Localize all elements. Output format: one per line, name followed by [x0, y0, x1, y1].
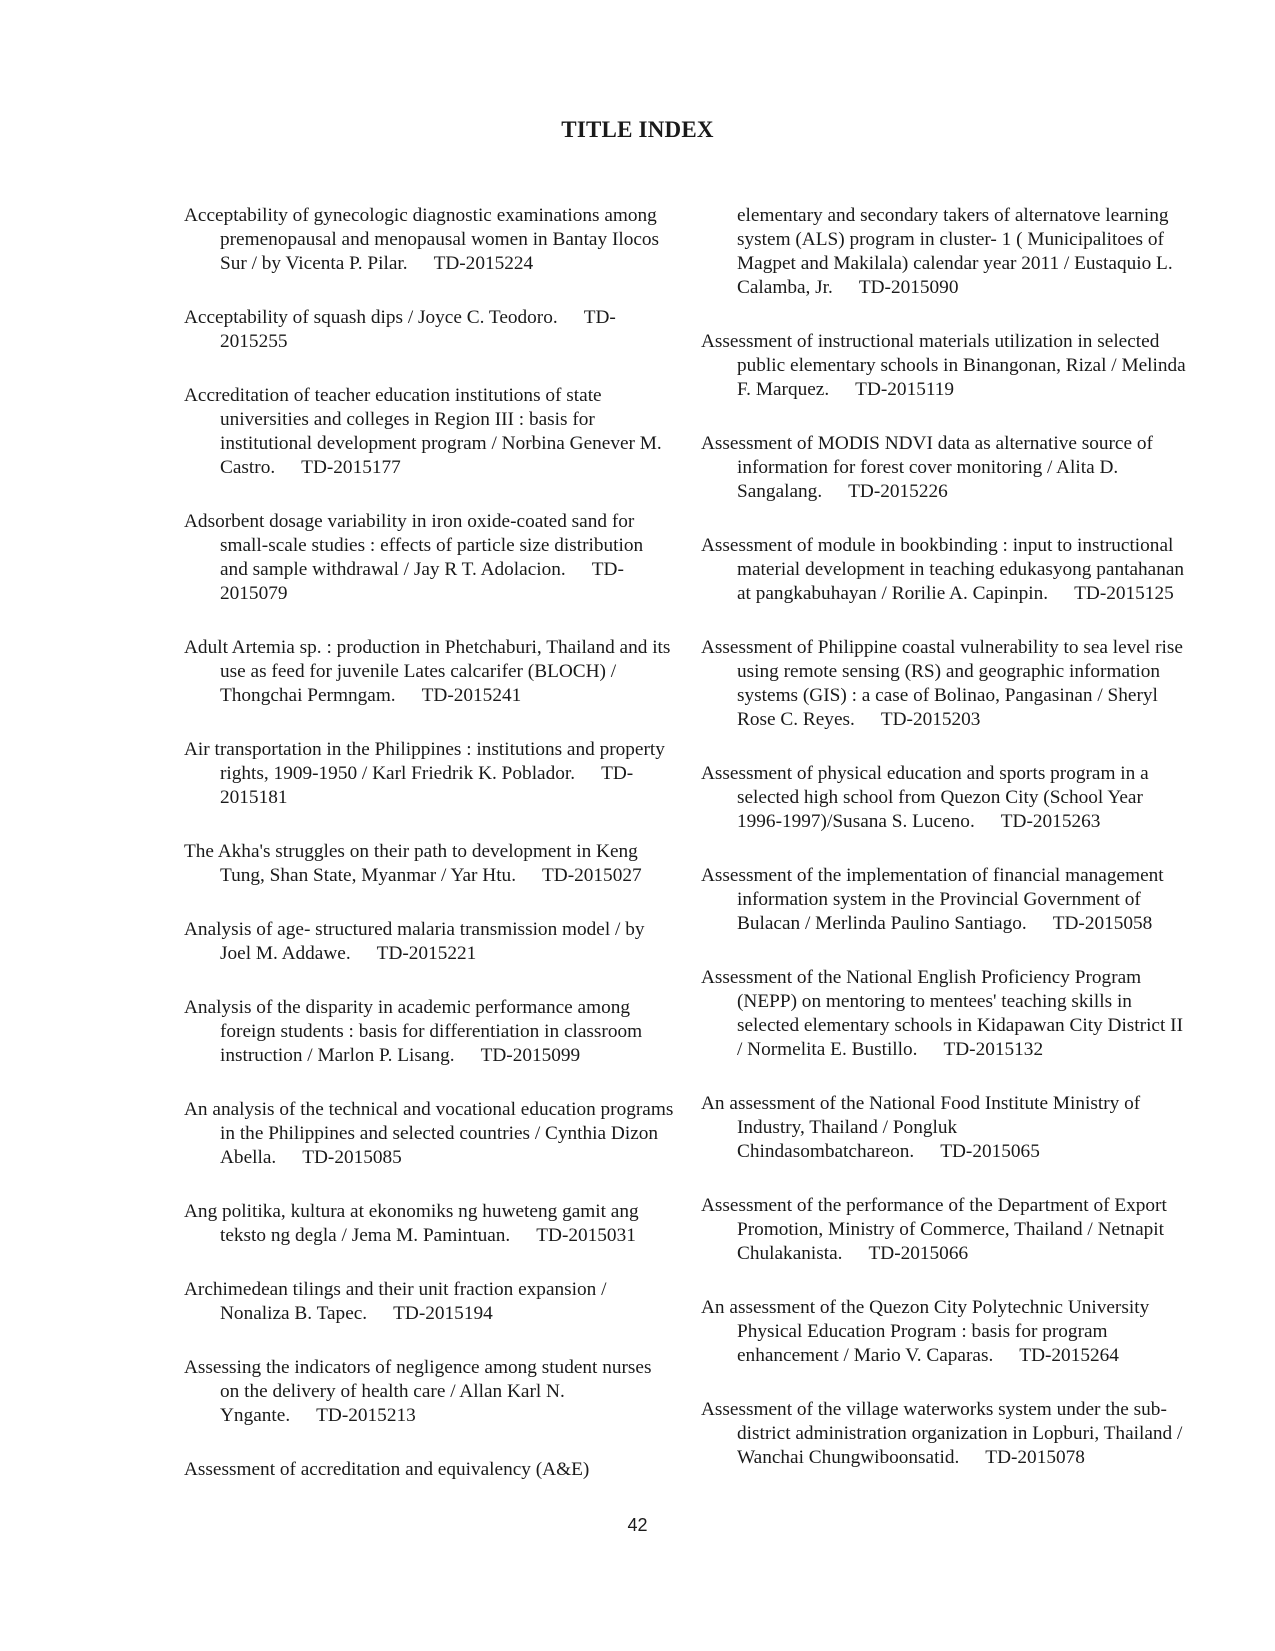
entry-number: TD-2015203 — [880, 709, 981, 730]
left-column — [184, 204, 674, 1512]
index-entry-continued — [701, 204, 1191, 300]
entry-number: TD-2015132 — [943, 1039, 1044, 1060]
entry-number: TD-2015226 — [848, 481, 948, 502]
entry-number: TD-2015177 — [301, 457, 401, 478]
entry-number: TD-2015027 — [542, 865, 642, 886]
entry-number: TD-2015065 — [940, 1141, 1040, 1162]
index-entry — [184, 384, 674, 480]
index-entry — [184, 306, 674, 354]
entry-number: TD-2015221 — [376, 943, 477, 964]
entry-title: An assessment of the Quezon City Polytechnic University Physical Education Program : basis for program enhancement / Mario V. Caparas. — [701, 1297, 1150, 1366]
index-entry — [701, 636, 1191, 732]
entry-title: Assessment of MODIS NDVI data as alternative source of information for forest cover monitoring / Alita D. Sangalang. — [701, 433, 1153, 502]
page-title: TITLE INDEX — [561, 117, 714, 142]
entry-number: TD-2015264 — [1019, 1345, 1119, 1366]
index-entry — [184, 636, 674, 708]
entry-title: Assessment of accreditation and equivalency (A&E) — [184, 1459, 590, 1480]
entry-number: TD-2015119 — [855, 379, 955, 400]
index-entry — [701, 1092, 1191, 1164]
index-entry — [184, 918, 674, 966]
index-entry — [184, 1458, 674, 1482]
entry-title: Assessment of the performance of the Department of Export Promotion, Ministry of Commerce, Thailand / Netnapit Chulakanista. — [701, 1195, 1167, 1264]
entry-title: Accreditation of teacher education institutions of state universities and colleges in Region III : basis for institutional development program / Norbina Genever M. Castro. — [184, 385, 662, 478]
entry-number: TD-2015213 — [316, 1405, 416, 1426]
index-entry — [184, 738, 674, 810]
entry-number: TD-2015194 — [393, 1303, 493, 1324]
entry-number: TD-2015099 — [480, 1045, 581, 1066]
page-number: 42 — [627, 1515, 648, 1535]
entry-number: TD-2015181 — [220, 763, 634, 808]
entry-number: TD-2015125 — [1074, 583, 1174, 604]
index-entry — [701, 534, 1191, 606]
entry-title: Assessment of the National English Proficiency Program (NEPP) on mentoring to mentees' teaching skills in selected elementary schools in Kidapawan City District II / Normelita E. Bustillo. — [701, 967, 1184, 1060]
entry-title: The Akha's struggles on their path to development in Keng Tung, Shan State, Myanmar / Yar Htu. — [184, 841, 638, 886]
entry-title: Assessment of module in bookbinding : input to instructional material development in teaching edukasyong pantahanan at pangkabuhayan / Rorilie A. Capinpin. — [701, 535, 1185, 604]
index-entry — [701, 330, 1191, 402]
index-entry — [184, 1278, 674, 1326]
entry-title: Archimedean tilings and their unit fraction expansion / Nonaliza B. Tapec. — [184, 1279, 607, 1324]
entry-number — [589, 1459, 615, 1480]
right-column — [701, 204, 1191, 1500]
entry-title: Acceptability of gynecologic diagnostic examinations among premenopausal and menopausal women in Bantay Ilocos Sur / by Vicenta P. Pilar. — [184, 205, 660, 274]
entry-title: Assessment of Philippine coastal vulnerability to sea level rise using remote sensing (RS) and geographic information systems (GIS) : a case of Bolinao, Pangasinan / Sheryl Rose C. Reyes. — [701, 637, 1183, 730]
entry-number: TD-2015031 — [536, 1225, 636, 1246]
index-entry — [184, 996, 674, 1068]
entry-number: TD-2015079 — [220, 559, 624, 604]
entry-title: An assessment of the National Food Institute Ministry of Industry, Thailand / Pongluk Chindasombatchareon. — [701, 1093, 1141, 1162]
index-entry — [184, 840, 674, 888]
index-entry — [184, 204, 674, 276]
entry-title: Analysis of age- structured malaria transmission model / by Joel M. Addawe. — [184, 919, 645, 964]
index-entry — [701, 864, 1191, 936]
entry-title: Assessment of the village waterworks system under the sub-district administration organization in Lopburi, Thailand / Wanchai Chungwiboonsatid. — [701, 1399, 1183, 1468]
entry-title: Ang politika, kultura at ekonomiks ng huweteng gamit ang teksto ng degla / Jema M. Pamintuan. — [184, 1201, 639, 1246]
entry-number: TD-2015058 — [1052, 913, 1153, 934]
index-entry — [701, 1398, 1191, 1470]
entry-title: Air transportation in the Philippines : institutions and property rights, 1909-1950 / Karl Friedrik K. Poblador. — [184, 739, 665, 784]
entry-number: TD-2015078 — [985, 1447, 1085, 1468]
index-entry — [701, 966, 1191, 1062]
entry-title: Assessment of instructional materials utilization in selected public elementary schools in Binangonan, Rizal / Melinda F. Marquez. — [701, 331, 1186, 400]
entry-title: Adult Artemia sp. : production in Phetchaburi, Thailand and its use as feed for juvenile Lates calcarifer (BLOCH) / Thongchai Permngam. — [184, 637, 671, 706]
index-entry — [701, 762, 1191, 834]
entry-title: Assessment of the implementation of financial management information system in the Provincial Government of Bulacan / Merlinda Paulino Santiago. — [701, 865, 1164, 934]
entry-number: TD-2015255 — [220, 307, 616, 352]
index-entry — [701, 1194, 1191, 1266]
index-entry — [701, 432, 1191, 504]
entry-number: TD-2015241 — [421, 685, 522, 706]
index-entry — [701, 1296, 1191, 1368]
entry-title: Adsorbent dosage variability in iron oxide-coated sand for small-scale studies : effects of particle size distribution and sample withdrawal / Jay R T. Adolacion. — [184, 511, 644, 580]
entry-number: TD-2015085 — [302, 1147, 402, 1168]
entry-title: elementary and secondary takers of alternatove learning system (ALS) program in cluster- 1 ( Municipalitoes of Magpet and Makilala) calendar year 2011 / Eustaquio L. Calamba, Jr. — [737, 205, 1173, 298]
entry-title: Analysis of the disparity in academic performance among foreign students : basis for differentiation in classroom instruction / Marlon P. Lisang. — [184, 997, 643, 1066]
entry-title: An analysis of the technical and vocational education programs in the Philippines and selected countries / Cynthia Dizon Abella. — [184, 1099, 674, 1168]
entry-number: TD-2015224 — [433, 253, 534, 274]
entry-number: TD-2015066 — [868, 1243, 969, 1264]
index-entry — [184, 1200, 674, 1248]
entry-title: Assessment of physical education and sports program in a selected high school from Quezon City (School Year 1996-1997)/Susana S. Luceno. — [701, 763, 1149, 832]
index-entry — [184, 1098, 674, 1170]
entry-title: Assessing the indicators of negligence among student nurses on the delivery of health care / Allan Karl N. Yngante. — [184, 1357, 652, 1426]
entry-number: TD-2015263 — [1000, 811, 1101, 832]
index-entry — [184, 1356, 674, 1428]
index-entry — [184, 510, 674, 606]
entry-title: Acceptability of squash dips / Joyce C. Teodoro. — [184, 307, 558, 328]
entry-number: TD-2015090 — [858, 277, 959, 298]
